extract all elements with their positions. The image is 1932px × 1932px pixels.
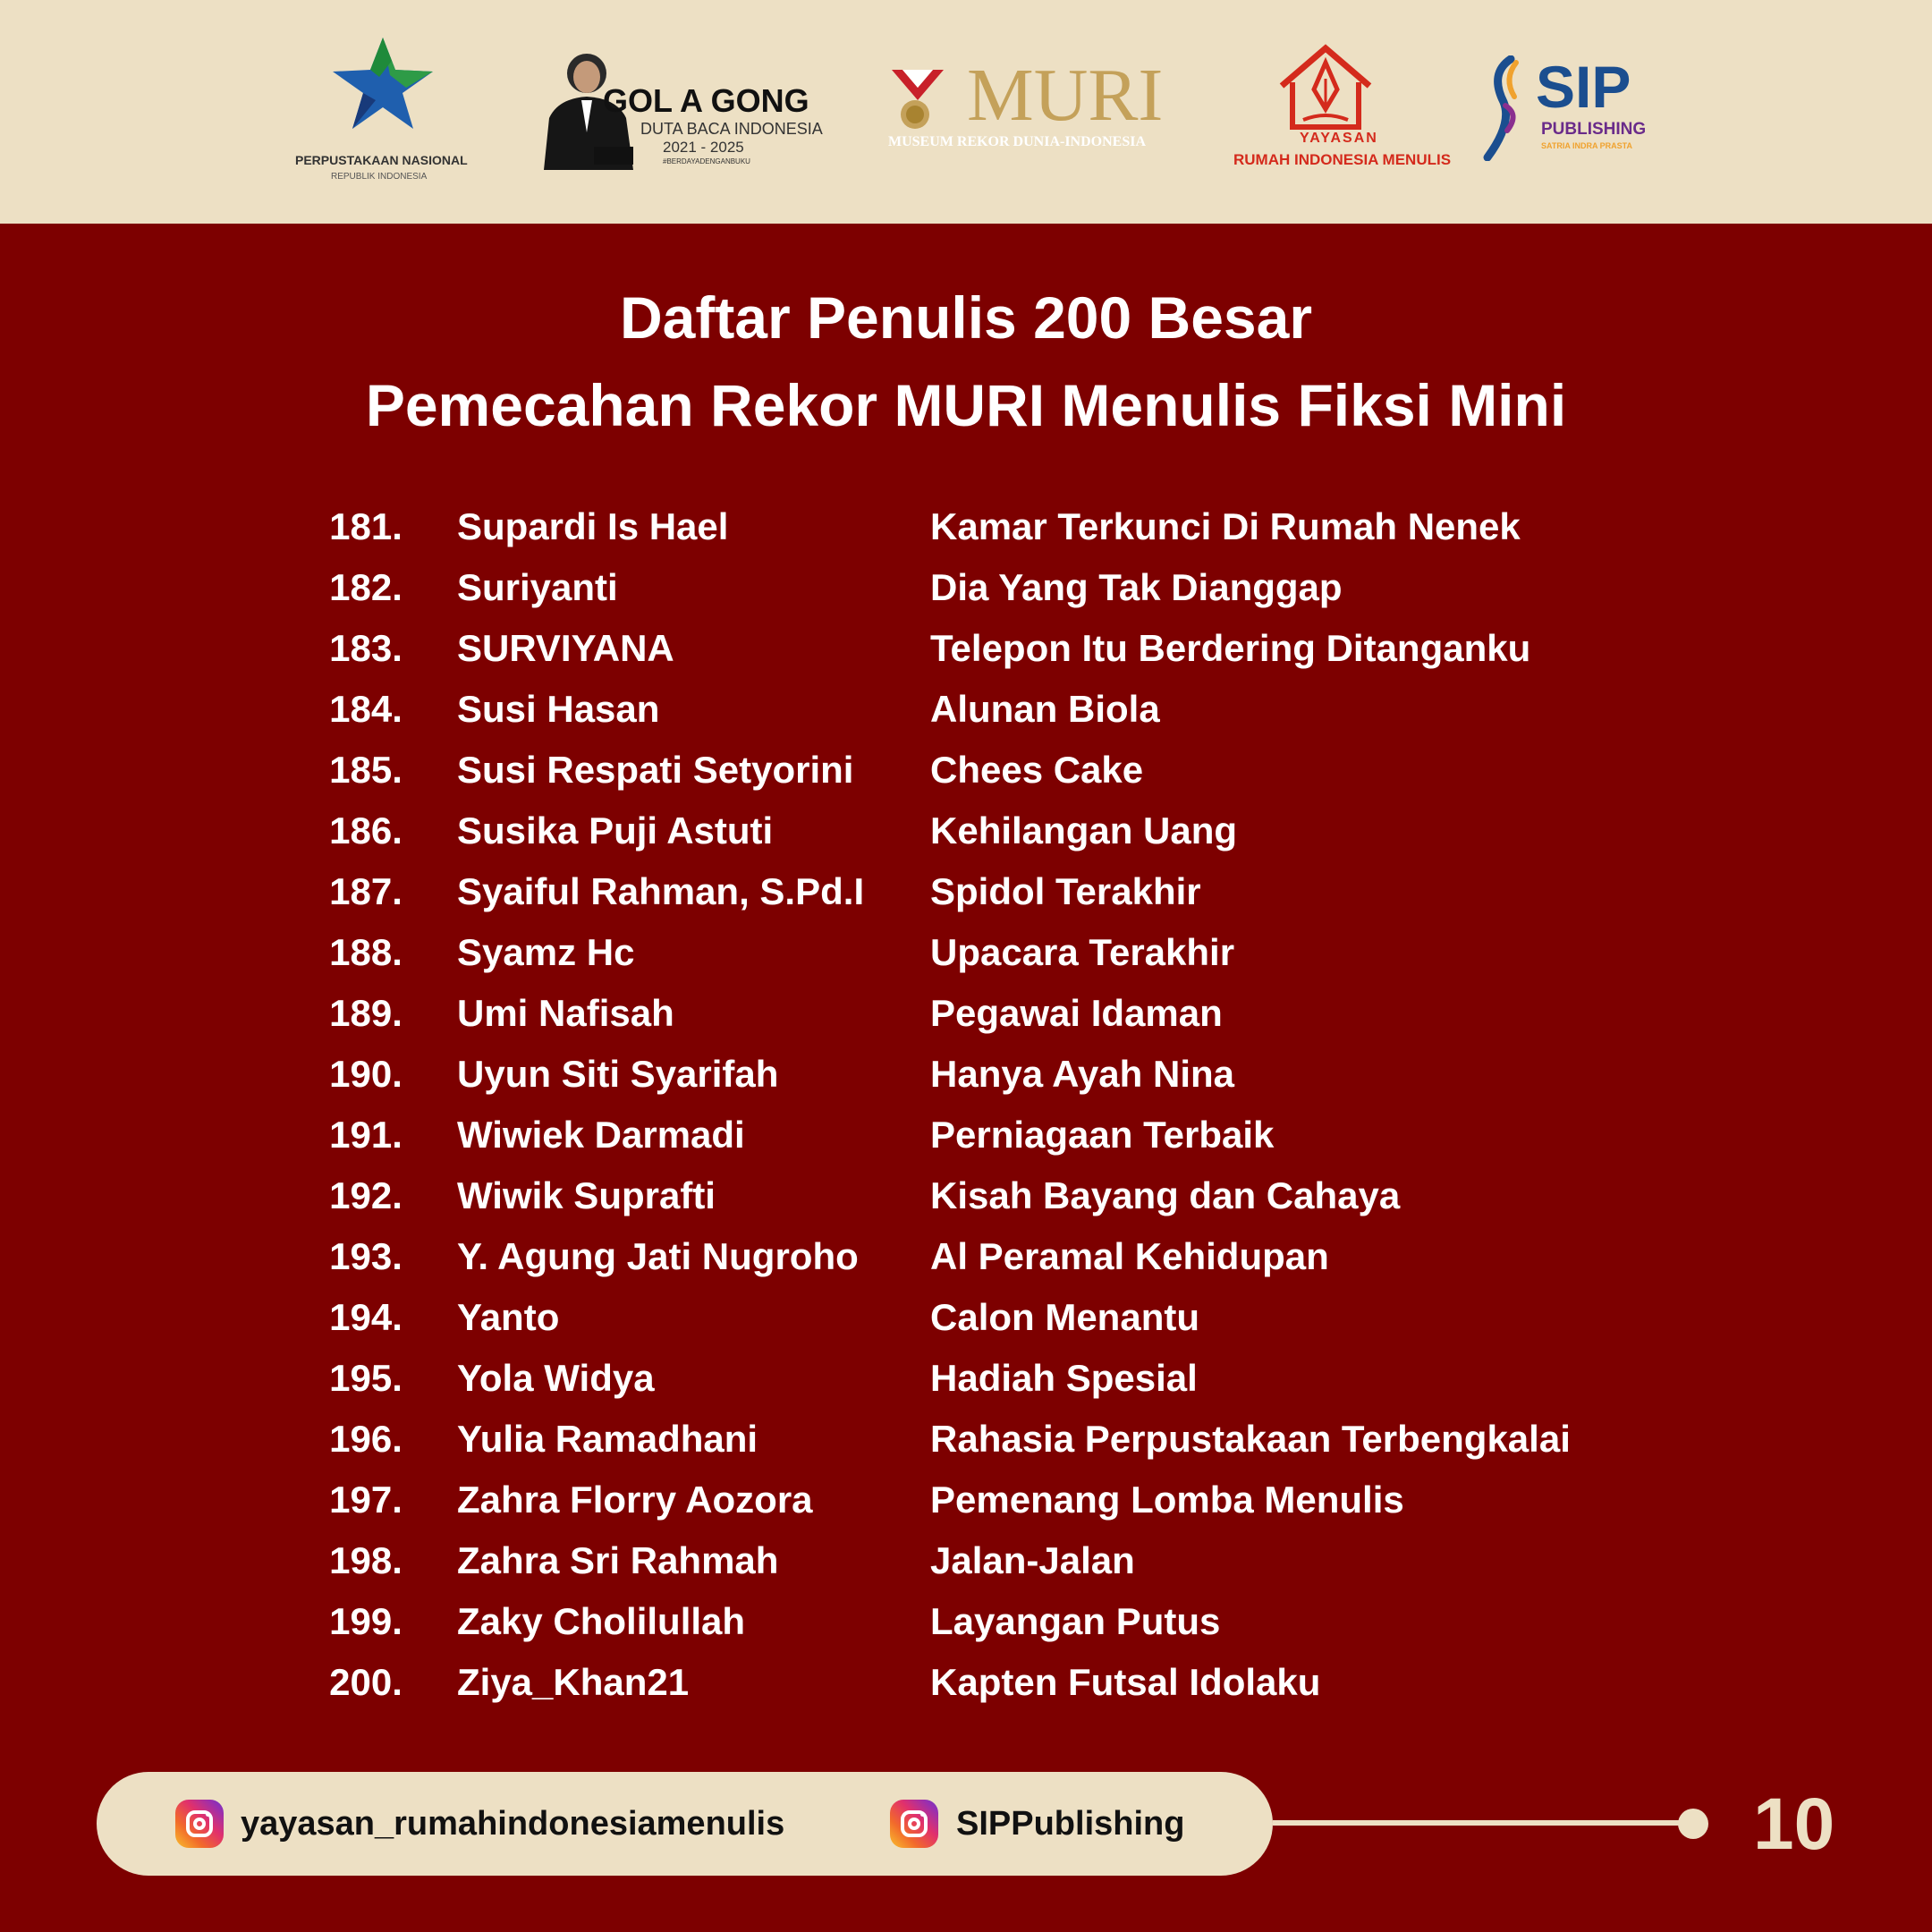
author-name: Umi Nafisah (457, 992, 674, 1034)
entry-number: 188. (329, 931, 402, 973)
yayasan-line1: YAYASAN (1300, 131, 1378, 146)
author-list (0, 496, 1932, 1713)
sip-figure-icon (1480, 55, 1530, 161)
story-title: Kapten Futsal Idolaku (930, 1661, 1321, 1703)
story-title: Hanya Ayah Nina (930, 1053, 1234, 1095)
list-item (0, 1226, 1932, 1287)
list-item (0, 1652, 1932, 1713)
list-item (0, 801, 1932, 861)
story-title: Pegawai Idaman (930, 992, 1223, 1034)
entry-number: 191. (329, 1114, 402, 1156)
list-item (0, 496, 1932, 557)
list-item (0, 983, 1932, 1044)
list-item (0, 1105, 1932, 1165)
list-item (0, 1348, 1932, 1409)
entry-number: 190. (329, 1053, 402, 1095)
entry-number: 185. (329, 749, 402, 791)
entry-number: 186. (329, 809, 402, 852)
story-title: Perniagaan Terbaik (930, 1114, 1275, 1156)
entry-number: 198. (329, 1539, 402, 1581)
footer-connector-line (1273, 1820, 1693, 1826)
header-logo-bar (0, 0, 1932, 224)
story-title: Chees Cake (930, 749, 1144, 791)
yayasan-line2: RUMAH INDONESIA MENULIS (1233, 151, 1452, 168)
title-line1: Daftar Penulis 200 Besar (619, 284, 1313, 351)
author-name: Wiwiek Darmadi (457, 1114, 745, 1156)
entry-number: 182. (329, 566, 402, 608)
entry-number: 200. (329, 1661, 402, 1703)
entry-number: 181. (329, 505, 402, 547)
entry-number: 187. (329, 870, 402, 912)
entry-number: 197. (329, 1479, 402, 1521)
muri-medal-icon (888, 64, 947, 145)
list-item (0, 1287, 1932, 1348)
author-name: Susi Hasan (457, 688, 660, 730)
sip-logo (1480, 54, 1647, 163)
list-item (0, 922, 1932, 983)
list-item (0, 740, 1932, 801)
author-name: Ziya_Khan21 (457, 1661, 690, 1703)
author-name: Yola Widya (457, 1357, 655, 1399)
author-name: Susi Respati Setyorini (457, 749, 854, 791)
instagram-icon (175, 1800, 224, 1848)
entry-number: 193. (329, 1235, 402, 1277)
entry-number: 189. (329, 992, 402, 1034)
perpusnas-line1: PERPUSTAKAAN NASIONAL (295, 153, 468, 167)
story-title: Kisah Bayang dan Cahaya (930, 1174, 1401, 1216)
story-title: Jalan-Jalan (930, 1539, 1135, 1581)
story-title: Pemenang Lomba Menulis (930, 1479, 1404, 1521)
social-handles-pill (97, 1772, 1273, 1876)
author-name: Zahra Florry Aozora (457, 1479, 813, 1521)
title-line2: Pemecahan Rekor MURI Menulis Fiksi Mini (365, 372, 1567, 438)
story-title: Spidol Terakhir (930, 870, 1201, 912)
list-item (0, 861, 1932, 922)
story-title: Hadiah Spesial (930, 1357, 1198, 1399)
page-number: 10 (1753, 1784, 1835, 1865)
author-name: Susika Puji Astuti (457, 809, 774, 852)
sip-line2: SATRIA INDRA PRASTA (1541, 141, 1632, 150)
list-item (0, 618, 1932, 679)
story-title: Layangan Putus (930, 1600, 1221, 1642)
story-title: Rahasia Perpustakaan Terbengkalai (930, 1418, 1571, 1460)
author-name: Syamz Hc (457, 931, 635, 973)
perpusnas-logo (286, 36, 479, 188)
list-item (0, 1409, 1932, 1470)
muri-name: MURI (967, 54, 1164, 137)
story-title: Al Peramal Kehidupan (930, 1235, 1329, 1277)
list-item (0, 679, 1932, 740)
sip-line1: PUBLISHING (1541, 120, 1647, 139)
entry-number: 199. (329, 1600, 402, 1642)
instagram-icon (890, 1800, 938, 1848)
golagong-line2: 2021 - 2025 (663, 139, 744, 156)
author-name: Yanto (457, 1296, 560, 1338)
author-name: Zahra Sri Rahmah (457, 1539, 779, 1581)
entry-number: 192. (329, 1174, 402, 1216)
author-name: Syaiful Rahman, S.Pd.I (457, 870, 865, 912)
author-name: SURVIYANA (457, 627, 674, 669)
yayasan-logo (1230, 43, 1452, 177)
list-item (0, 1530, 1932, 1591)
muri-logo (888, 54, 1164, 161)
entry-number: 195. (329, 1357, 402, 1399)
author-name: Zaky Cholilullah (457, 1600, 746, 1642)
story-title: Telepon Itu Berdering Ditanganku (930, 627, 1531, 669)
list-item (0, 557, 1932, 618)
story-title: Dia Yang Tak Dianggap (930, 566, 1343, 608)
list-item (0, 1044, 1932, 1105)
sip-name: SIP (1536, 54, 1631, 120)
golagong-line3: #BERDAYADENGANBUKU (663, 157, 750, 165)
footer-connector-dot (1678, 1809, 1708, 1839)
list-item (0, 1591, 1932, 1652)
author-name: Y. Agung Jati Nugroho (457, 1235, 859, 1277)
instagram-handle-sip[interactable]: SIPPublishing (956, 1805, 1185, 1843)
author-name: Yulia Ramadhani (457, 1418, 758, 1460)
golagong-logo (540, 47, 823, 172)
entry-number: 196. (329, 1418, 402, 1460)
muri-subtitle: MUSEUM REKOR DUNIA-INDONESIA (888, 134, 1147, 149)
author-name: Wiwik Suprafti (457, 1174, 716, 1216)
entry-number: 184. (329, 688, 402, 730)
author-name: Supardi Is Hael (457, 505, 729, 547)
story-title: Calon Menantu (930, 1296, 1199, 1338)
entry-number: 183. (329, 627, 402, 669)
list-item (0, 1470, 1932, 1530)
instagram-handle-yayasan[interactable]: yayasan_rumahindonesiamenulis (241, 1805, 785, 1843)
golagong-line1: DUTA BACA INDONESIA (640, 120, 823, 138)
story-title: Kamar Terkunci Di Rumah Nenek (930, 505, 1521, 547)
story-title: Upacara Terakhir (930, 931, 1235, 973)
perpusnas-line2: REPUBLIK INDONESIA (331, 172, 428, 182)
author-name: Uyun Siti Syarifah (457, 1053, 779, 1095)
entry-number: 194. (329, 1296, 402, 1338)
story-title: Kehilangan Uang (930, 809, 1238, 852)
golagong-name: GOL A GONG (603, 82, 809, 119)
house-pen-icon (1276, 43, 1375, 132)
author-name: Suriyanti (457, 566, 618, 608)
story-title: Alunan Biola (930, 688, 1160, 730)
perpusnas-star-icon (320, 36, 445, 152)
list-item (0, 1165, 1932, 1226)
